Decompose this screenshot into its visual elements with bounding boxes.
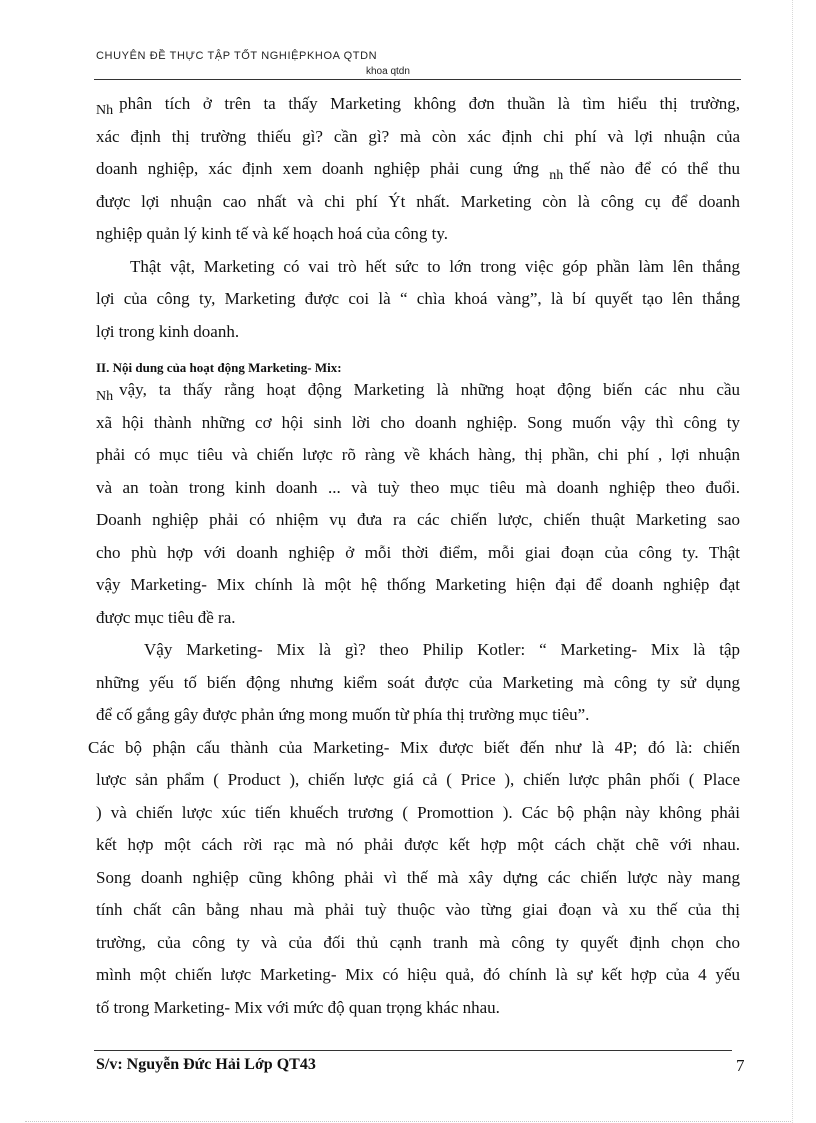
page-edge-bottom [25, 1121, 791, 1122]
footer-author: S/v: Nguyễn Đức Hải Lớp QT43 [96, 1056, 316, 1073]
paragraph-2-continued [96, 283, 740, 348]
header-rule [94, 79, 741, 80]
running-header-subtitle: khoa qtdn [366, 66, 410, 77]
section-heading: II. Nội dung của hoạt động Marketing- Mix: [96, 360, 342, 375]
paragraph-3 [96, 374, 740, 634]
text-line: Các bộ phận cấu thành của Marketing- Mix được biết đến như là 4P; đó là: chiến [88, 737, 740, 757]
text-line [96, 374, 740, 407]
text-line: xác định thị trường thiếu gì? cần gì? mà còn xác định chi phí và lợi nhuận của [96, 126, 740, 146]
text-span: vậy, ta thấy rằng hoạt động Marketing là những hoạt động biến các nhu cầu [119, 380, 740, 399]
text-line: Thật vật, Marketing có vai trò hết sức to lớn trong việc góp phần làm lên thắng [130, 256, 740, 276]
text-line [96, 153, 740, 186]
line-prefix: Nh [96, 103, 114, 118]
paragraph-2 [96, 251, 740, 284]
text-line: nghiệp quản lý kinh tế và kế hoạch hoá của công ty. [96, 224, 449, 243]
text-line: Doanh nghiệp phải có nhiệm vụ đưa ra các chiến lược, chiến thuật Marketing sao [96, 510, 740, 529]
text-span: phân tích ở trên ta thấy Marketing không đơn thuần là tìm hiểu thị trường, [119, 94, 740, 113]
line-prefix: Nh [96, 389, 114, 404]
text-line: lợi của công ty, Marketing được coi là “ chìa khoá vàng”, là bí quyết tạo lên thắng [96, 289, 740, 308]
running-header-title: CHUYÊN ĐỀ THỰC TẬP TỐT NGHIỆPKHOA QTDN [96, 50, 378, 62]
text-line: những yếu tố biến động nhưng kiểm soát được của Marketing mà công ty sử dụng [96, 672, 740, 692]
text-line: tố trong Marketing- Mix với mức độ quan trọng khác nhau. [96, 997, 500, 1017]
text-line: ) và chiến lược xúc tiến khuếch trương ( Promottion ). Các bộ phận này không phải [96, 802, 740, 822]
text-line: kết hợp một cách rời rạc mà nó phải được kết hợp một cách chặt chẽ với nhau. [96, 835, 740, 854]
text-line: tính chất cân bằng nhau mà phải tuỳ thuộc vào từng giai đoạn và xu thế của thị [96, 900, 740, 919]
text-line [96, 88, 740, 121]
text-line: và an toàn trong kinh doanh ... và tuỳ theo mục tiêu mà doanh nghiệp theo đuổi. [96, 477, 740, 497]
inline-fragment: nh [549, 168, 564, 183]
text-line: để cố gắng gây được phản ứng mong muốn từ phía thị trường mục tiêu”. [96, 705, 590, 724]
text-line: lợi trong kinh doanh. [96, 321, 240, 341]
page-number: 7 [736, 1056, 745, 1075]
footer-rule [94, 1050, 732, 1051]
text-line: xã hội thành những cơ hội sinh lời cho doanh nghiệp. Song muốn vậy thì công ty [96, 412, 740, 432]
text-line: được lợi nhuận cao nhất và chi phí Ýt nhất. Marketing còn là công cụ để doanh [96, 191, 740, 211]
paragraph-1 [96, 88, 740, 251]
text-line: trường, của công ty và của đối thủ cạnh tranh mà công ty quyết định chọn cho [96, 932, 740, 952]
text-line: cho phù hợp với doanh nghiệp ở mỗi thời điểm, mỗi giai đoạn của công ty. Thật [96, 542, 740, 562]
text-line: phải có mục tiêu và chiến lược rõ ràng về khách hàng, thị phần, chi phí , lợi nhuận [96, 445, 740, 464]
text-line: Vậy Marketing- Mix là gì? theo Philip Kotler: “ Marketing- Mix là tập [144, 640, 740, 659]
paragraph-4 [96, 634, 740, 732]
text-span: doanh nghiệp, xác định xem doanh nghiệp phải cung ứng [96, 159, 540, 178]
page-edge-right [792, 0, 793, 1123]
text-span: thế nào để có thể thu [569, 159, 740, 178]
text-line: được mục tiêu đề ra. [96, 607, 236, 627]
text-line: Song doanh nghiệp cũng không phải vì thế mà xây dựng các chiến lược này mang [96, 867, 740, 887]
body-text [88, 88, 740, 1024]
paragraph-5 [88, 732, 740, 1025]
text-line: lược sản phẩm ( Product ), chiến lược giá cả ( Price ), chiến lược phân phối ( Place [96, 770, 740, 789]
text-line: mình một chiến lược Marketing- Mix có hiệu quả, đó chính là sự kết hợp của 4 yếu [96, 965, 740, 984]
text-line: vậy Marketing- Mix chính là một hệ thống Marketing hiện đại để doanh nghiệp đạt [96, 575, 740, 594]
